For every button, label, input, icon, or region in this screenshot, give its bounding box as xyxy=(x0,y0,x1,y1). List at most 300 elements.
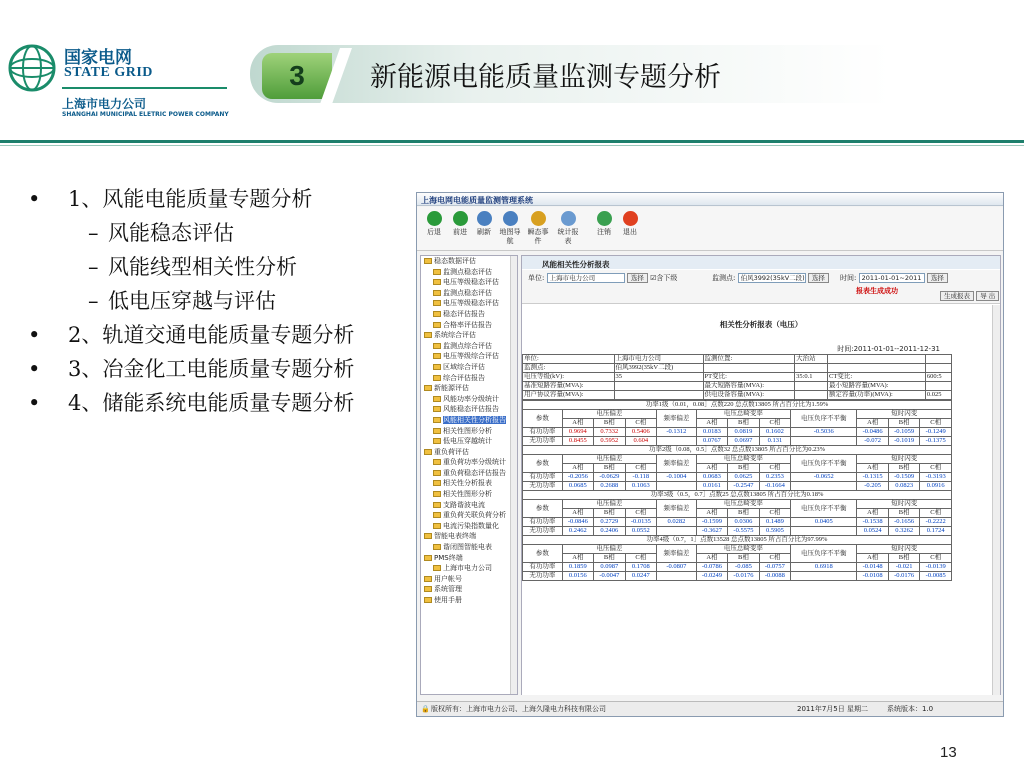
data-cell: -0.1509 xyxy=(888,473,919,482)
data-cell: 参数 xyxy=(523,410,563,428)
tree-item[interactable]: 电压等级稳态评估 xyxy=(421,277,517,288)
folder-icon xyxy=(433,565,441,571)
time-select-button[interactable]: 选择 xyxy=(927,273,948,283)
report-time: 时间:2011-01-01--2011-12-31 xyxy=(837,345,940,353)
point-select-button[interactable]: 选择 xyxy=(808,273,829,283)
include-sub-checkbox[interactable]: ☑ xyxy=(650,274,657,282)
data-cell: A相 xyxy=(857,509,888,518)
data-cell: -0.072 xyxy=(857,437,888,446)
data-cell: A相 xyxy=(562,554,593,563)
tree-item[interactable]: 相关性图形分析 xyxy=(421,489,517,500)
data-cell: -0.1249 xyxy=(920,428,952,437)
toolbar-label: 后退 xyxy=(427,228,441,236)
info-cell xyxy=(614,382,703,391)
data-cell: 功率3级（0.5，0.7］点数25 总点数13805 所占百分比为0.18% xyxy=(523,491,952,500)
toolbar-label: 统计报表 xyxy=(557,228,579,245)
tree-item[interactable]: 上海市电力公司 xyxy=(421,563,517,574)
data-cell: 0.0916 xyxy=(920,482,952,491)
report-info-table xyxy=(522,354,952,400)
data-cell: 电压负序不平衡 xyxy=(791,410,857,428)
data-cell: -0.205 xyxy=(857,482,888,491)
tree-item[interactable]: 使用手册 xyxy=(421,595,517,606)
tree-item[interactable]: 低电压穿越统计 xyxy=(421,436,517,447)
folder-icon xyxy=(424,449,432,455)
time-input[interactable]: 2011-01-01~2011 xyxy=(859,273,925,283)
data-cell: 0.0156 xyxy=(562,572,593,581)
data-cell: -0.0085 xyxy=(920,572,952,581)
data-cell: -0.0176 xyxy=(728,572,759,581)
info-row xyxy=(523,364,952,373)
data-cell: 有功功率 xyxy=(523,473,563,482)
data-cell: 0.5406 xyxy=(625,428,656,437)
folder-icon xyxy=(433,364,441,370)
table-row xyxy=(523,572,952,581)
toolbar-label: 刷新 xyxy=(477,228,491,236)
data-cell xyxy=(657,572,697,581)
info-cell: CT变比: xyxy=(828,373,926,382)
data-cell: C相 xyxy=(759,509,790,518)
data-cell: A相 xyxy=(696,554,727,563)
data-cell: B相 xyxy=(594,419,625,428)
info-cell: 供电设备容量(MVA): xyxy=(703,391,795,400)
data-cell: B相 xyxy=(888,464,919,473)
data-cell: 0.604 xyxy=(625,437,656,446)
state-grid-emblem-icon xyxy=(6,42,58,94)
data-cell: 电压偏差 xyxy=(562,545,656,554)
data-cell: B相 xyxy=(728,509,759,518)
app-window xyxy=(416,192,1004,717)
data-cell: -0.2547 xyxy=(728,482,759,491)
folder-icon xyxy=(433,311,441,317)
folder-icon xyxy=(424,597,432,603)
app-title: 上海电网电能质量监测管理系统 xyxy=(417,193,1003,206)
forward-icon xyxy=(453,211,468,226)
tree-item[interactable]: 重负荷稳态评估报告 xyxy=(421,468,517,479)
header-rule xyxy=(0,140,1024,143)
info-cell: 大治站 xyxy=(795,355,828,364)
report-panel xyxy=(521,255,1001,695)
data-cell: -0.5036 xyxy=(791,428,857,437)
data-cell: 无功功率 xyxy=(523,437,563,446)
tree-item[interactable]: 相关性图形分析 xyxy=(421,426,517,437)
status-date: 2011年7月5日 星期二 xyxy=(797,705,868,713)
tree-item[interactable]: 智能电表终端 xyxy=(421,531,517,542)
data-cell: -0.1375 xyxy=(920,437,952,446)
info-cell: 监测点: xyxy=(523,364,615,373)
folder-icon xyxy=(433,428,441,434)
data-cell: A相 xyxy=(857,464,888,473)
folder-icon xyxy=(433,512,441,518)
data-cell xyxy=(791,572,857,581)
data-cell: 频率偏差 xyxy=(657,545,697,563)
tree-item[interactable]: 谐闭图智能电表 xyxy=(421,542,517,553)
toolbar-button[interactable] xyxy=(471,211,497,237)
data-cell: C相 xyxy=(920,419,952,428)
time-label: 时间: xyxy=(840,274,857,282)
data-cell: -0.0135 xyxy=(625,518,656,527)
tree-item[interactable]: 合格率评估报告 xyxy=(421,320,517,331)
data-cell: 0.0819 xyxy=(728,428,759,437)
refresh-icon xyxy=(477,211,492,226)
status-bar xyxy=(417,701,1003,717)
data-cell: -0.2222 xyxy=(920,518,952,527)
folder-icon xyxy=(433,491,441,497)
tree-item[interactable]: 监测点综合评估 xyxy=(421,341,517,352)
info-cell: 最小短路容量(MVA): xyxy=(828,382,926,391)
data-cell: 电压负序不平衡 xyxy=(791,500,857,518)
header-row xyxy=(523,455,952,464)
tree-item[interactable]: 系统管理 xyxy=(421,584,517,595)
table-row xyxy=(523,518,952,527)
tree-item[interactable]: PMS终端 xyxy=(421,553,517,564)
toolbar-label: 前进 xyxy=(453,228,467,236)
bullet-item: – 低电压穿越与评估 xyxy=(28,284,388,318)
tree-item[interactable]: 监测点稳态评估 xyxy=(421,267,517,278)
tree-item[interactable]: 综合评估报告 xyxy=(421,373,517,384)
folder-icon xyxy=(433,417,441,423)
data-cell: -0.085 xyxy=(728,563,759,572)
data-cell: 0.7332 xyxy=(594,428,625,437)
logo-company-en: SHANGHAI MUNICIPAL ELETRIC POWER COMPANY xyxy=(62,111,229,118)
tree-item[interactable]: 监测点稳态评估 xyxy=(421,288,517,299)
data-cell: B相 xyxy=(728,419,759,428)
info-cell xyxy=(828,355,926,364)
data-cell: 0.5905 xyxy=(759,527,790,536)
toolbar-button[interactable] xyxy=(525,211,551,246)
tree-item[interactable]: 风能相关性分析报告 xyxy=(421,415,517,426)
phase-row xyxy=(523,464,952,473)
info-cell xyxy=(795,364,828,373)
data-cell: 0.2729 xyxy=(594,518,625,527)
info-cell xyxy=(828,364,926,373)
data-cell: B相 xyxy=(728,554,759,563)
data-cell: 0.1859 xyxy=(562,563,593,572)
tree-item[interactable]: 支路谐波电流 xyxy=(421,500,517,511)
data-cell: 短时闪变 xyxy=(857,545,952,554)
report-title: 相关性分析报表（电压） xyxy=(719,320,803,329)
bullet-item: – 风能稳态评估 xyxy=(28,216,388,250)
report-scrollbar[interactable] xyxy=(992,305,1000,695)
data-cell: -0.3627 xyxy=(696,527,727,536)
tree-item[interactable]: 重负荷功率分级统计 xyxy=(421,457,517,468)
folder-icon xyxy=(433,438,441,444)
folder-icon xyxy=(433,269,441,275)
map-nav-icon xyxy=(503,211,518,226)
data-cell: B相 xyxy=(888,419,919,428)
data-cell xyxy=(791,437,857,446)
header-rule-thin xyxy=(0,145,1024,146)
header-row xyxy=(523,500,952,509)
data-cell: 0.0685 xyxy=(562,482,593,491)
data-cell: A相 xyxy=(857,419,888,428)
table-row xyxy=(523,563,952,572)
data-cell: 0.2406 xyxy=(594,527,625,536)
tree-item[interactable]: 系统综合评估 xyxy=(421,330,517,341)
data-cell: 0.8455 xyxy=(562,437,593,446)
folder-icon xyxy=(433,396,441,402)
tree-item[interactable]: 电压等级综合评估 xyxy=(421,351,517,362)
folder-icon xyxy=(433,470,441,476)
info-cell: 单位: xyxy=(523,355,615,364)
data-cell: C相 xyxy=(920,554,952,563)
data-cell: 电压总畸变率 xyxy=(696,500,790,509)
data-cell: C相 xyxy=(759,419,790,428)
data-cell: 0.0552 xyxy=(625,527,656,536)
data-cell: 0.3262 xyxy=(888,527,919,536)
section-caption-row xyxy=(523,536,952,545)
folder-icon xyxy=(433,343,441,349)
logo-en: STATE GRID xyxy=(64,65,153,80)
toolbar-button[interactable] xyxy=(447,211,473,237)
folder-icon xyxy=(433,406,441,412)
data-cell xyxy=(791,482,857,491)
toolbar-button[interactable] xyxy=(617,211,643,237)
lock-icon: 🔒 xyxy=(421,705,430,713)
table-row xyxy=(523,482,952,491)
include-sub-label: 含下级 xyxy=(656,274,678,282)
tree-item[interactable]: 电流污染指数量化 xyxy=(421,521,517,532)
export-button[interactable]: 导 出 xyxy=(976,291,999,301)
data-cell: -0.0139 xyxy=(920,563,952,572)
data-cell: 0.1708 xyxy=(625,563,656,572)
data-cell: 无功功率 xyxy=(523,482,563,491)
unit-select-button[interactable]: 选择 xyxy=(627,273,648,283)
table-row xyxy=(523,473,952,482)
info-cell: 基准短路容量(MVA): xyxy=(523,382,615,391)
bullet-item: • 4、储能系统电能质量专题分析 xyxy=(28,386,388,420)
unit-input[interactable]: 上海市电力公司 xyxy=(547,273,625,283)
info-cell: 35:0.1 xyxy=(795,373,828,382)
phase-row xyxy=(523,509,952,518)
tree-item[interactable]: 稳态数据评估 xyxy=(421,256,517,267)
data-cell: 频率偏差 xyxy=(657,455,697,473)
data-cell: 0.6918 xyxy=(791,563,857,572)
data-cell: 0.0683 xyxy=(696,473,727,482)
logout-icon xyxy=(597,211,612,226)
tree-item[interactable]: 重负荷评估 xyxy=(421,447,517,458)
data-cell: B相 xyxy=(594,554,625,563)
tree-item[interactable]: 重负荷关联负荷分析 xyxy=(421,510,517,521)
point-input[interactable]: 伯风3992(35kV二段) xyxy=(738,273,806,283)
slide-title: 新能源电能质量监测专题分析 xyxy=(370,62,721,93)
exit-icon xyxy=(623,211,638,226)
data-cell: 有功功率 xyxy=(523,563,563,572)
folder-icon xyxy=(424,533,432,539)
folder-icon xyxy=(424,385,432,391)
section-caption-row xyxy=(523,491,952,500)
data-cell xyxy=(791,527,857,536)
info-cell xyxy=(925,382,951,391)
table-row xyxy=(523,527,952,536)
folder-icon xyxy=(433,322,441,328)
data-cell: -0.0652 xyxy=(791,473,857,482)
toolbar-button[interactable] xyxy=(591,211,617,237)
data-cell: -0.0108 xyxy=(857,572,888,581)
tree-item[interactable]: 风能稳态评估报告 xyxy=(421,404,517,415)
folder-icon xyxy=(433,523,441,529)
bullet-list xyxy=(28,182,388,420)
data-cell: -0.0757 xyxy=(759,563,790,572)
tree-item[interactable]: 区域综合评估 xyxy=(421,362,517,373)
data-cell: 0.0405 xyxy=(791,518,857,527)
data-cell: 有功功率 xyxy=(523,518,563,527)
tree-scrollbar[interactable] xyxy=(510,256,518,695)
toolbar-button[interactable] xyxy=(555,211,581,246)
data-cell: 0.0987 xyxy=(594,563,625,572)
data-cell: 功率4级（0.7，1］点数13528 总点数13805 所占百分比为97.99% xyxy=(523,536,952,545)
report-data-table xyxy=(522,400,952,581)
page-number: 13 xyxy=(940,744,957,761)
data-cell xyxy=(657,527,697,536)
report-tab[interactable]: 风能相关性分析报表 xyxy=(522,256,1000,269)
folder-icon xyxy=(424,576,432,582)
data-cell: -0.5575 xyxy=(728,527,759,536)
data-cell: A相 xyxy=(696,464,727,473)
toolbar xyxy=(417,207,1003,251)
data-cell: 0.0282 xyxy=(657,518,697,527)
state-grid-logo xyxy=(6,40,246,125)
data-cell: 0.0767 xyxy=(696,437,727,446)
tree-item[interactable]: 新能源评估 xyxy=(421,383,517,394)
data-cell: 0.2462 xyxy=(562,527,593,536)
data-cell: A相 xyxy=(696,509,727,518)
data-cell: 0.0524 xyxy=(857,527,888,536)
folder-icon xyxy=(433,544,441,550)
nav-tree xyxy=(420,255,518,695)
toolbar-button[interactable] xyxy=(497,211,523,246)
data-cell: C相 xyxy=(759,554,790,563)
data-cell: 0.0161 xyxy=(696,482,727,491)
data-cell: 0.9694 xyxy=(562,428,593,437)
data-cell: -0.0176 xyxy=(888,572,919,581)
logo-company: 上海市电力公司 xyxy=(62,97,147,111)
bullet-item: – 风能线型相关性分析 xyxy=(28,250,388,284)
tree-item[interactable]: 风能功率分级统计 xyxy=(421,394,517,405)
data-cell: A相 xyxy=(857,554,888,563)
table-row xyxy=(523,437,952,446)
info-cell: 600:5 xyxy=(925,373,951,382)
folder-icon xyxy=(433,459,441,465)
tree-item[interactable]: 用户帐号 xyxy=(421,574,517,585)
tree-item[interactable]: 稳态评估报告 xyxy=(421,309,517,320)
data-cell: A相 xyxy=(562,464,593,473)
data-cell: 短时闪变 xyxy=(857,500,952,509)
table-row xyxy=(523,428,952,437)
data-cell: 0.1602 xyxy=(759,428,790,437)
tree-item[interactable]: 电压等级稳态评估 xyxy=(421,298,517,309)
data-cell: 0.5952 xyxy=(594,437,625,446)
data-cell: 0.0247 xyxy=(625,572,656,581)
data-cell: 电压总畸变率 xyxy=(696,455,790,464)
back-icon xyxy=(427,211,442,226)
phase-row xyxy=(523,419,952,428)
copyright-text: 版权所有：上海市电力公司、上海久隆电力科技有限公司 xyxy=(431,705,606,713)
data-cell: -0.1004 xyxy=(657,473,697,482)
data-cell: -0.0846 xyxy=(562,518,593,527)
data-cell: 电压负序不平衡 xyxy=(791,455,857,473)
data-cell: B相 xyxy=(594,509,625,518)
data-cell: -0.2056 xyxy=(562,473,593,482)
data-cell: -0.1315 xyxy=(857,473,888,482)
info-cell: 额定容量(功率)(MVA): xyxy=(828,391,926,400)
toolbar-label: 退出 xyxy=(623,228,637,236)
bullet-item: • 2、轨道交通电能质量专题分析 xyxy=(28,318,388,352)
section-number: 3 xyxy=(262,53,332,99)
data-cell: -0.3193 xyxy=(920,473,952,482)
toolbar-button[interactable] xyxy=(421,211,447,237)
bullet-item: • 1、风能电能质量专题分析 xyxy=(28,182,388,216)
folder-icon xyxy=(424,586,432,592)
data-cell: 0.0823 xyxy=(888,482,919,491)
folder-icon xyxy=(433,375,441,381)
folder-icon xyxy=(433,290,441,296)
data-cell: B相 xyxy=(888,554,919,563)
data-cell: 电压总畸变率 xyxy=(696,410,790,419)
section-caption-row xyxy=(523,401,952,410)
folder-icon xyxy=(433,502,441,508)
generate-report-button[interactable]: 生成报表 xyxy=(940,291,974,301)
info-row xyxy=(523,391,952,400)
data-cell: 电压偏差 xyxy=(562,455,656,464)
info-cell xyxy=(703,364,795,373)
data-cell: 电压偏差 xyxy=(562,500,656,509)
folder-icon xyxy=(433,480,441,486)
data-cell: 0.1724 xyxy=(920,527,952,536)
data-cell: 参数 xyxy=(523,500,563,518)
data-cell: 参数 xyxy=(523,455,563,473)
data-cell: -0.1664 xyxy=(759,482,790,491)
info-cell: 上海市电力公司 xyxy=(614,355,703,364)
info-cell: 35 xyxy=(614,373,703,382)
info-cell: 伯风3992(35kV二段) xyxy=(614,364,703,373)
folder-icon xyxy=(424,555,432,561)
folder-icon xyxy=(433,353,441,359)
info-row xyxy=(523,373,952,382)
data-cell: 电压负序不平衡 xyxy=(791,545,857,563)
data-cell: C相 xyxy=(625,464,656,473)
info-cell xyxy=(925,364,951,373)
data-cell: 功率1级（0.01，0.08］点数220 总点数13805 所占百分比为1.59% xyxy=(523,401,952,410)
info-cell: 电压等级(kV): xyxy=(523,373,615,382)
data-cell: 0.1063 xyxy=(625,482,656,491)
data-cell: -0.1656 xyxy=(888,518,919,527)
data-cell: -0.0249 xyxy=(696,572,727,581)
report-icon xyxy=(561,211,576,226)
data-cell: 无功功率 xyxy=(523,527,563,536)
tree-item[interactable]: 相关性分析报表 xyxy=(421,478,517,489)
data-cell: 0.1489 xyxy=(759,518,790,527)
data-cell: 0.131 xyxy=(759,437,790,446)
data-cell: -0.021 xyxy=(888,563,919,572)
data-cell: 频率偏差 xyxy=(657,500,697,518)
bullet-item: • 3、冶金化工电能质量专题分析 xyxy=(28,352,388,386)
info-cell: PT变比: xyxy=(703,373,795,382)
data-cell: -0.0786 xyxy=(696,563,727,572)
data-cell: -0.0047 xyxy=(594,572,625,581)
data-cell: -0.1312 xyxy=(657,428,697,437)
folder-icon xyxy=(433,279,441,285)
data-cell: -0.0486 xyxy=(857,428,888,437)
generate-status: 报表生成成功 xyxy=(856,287,898,295)
data-cell: -0.1019 xyxy=(888,437,919,446)
data-cell: C相 xyxy=(920,509,952,518)
data-cell xyxy=(657,437,697,446)
toolbar-label: 地图导航 xyxy=(499,228,521,245)
title-divider-slash xyxy=(318,48,358,104)
info-cell xyxy=(925,355,951,364)
data-cell: -0.0088 xyxy=(759,572,790,581)
data-cell: 参数 xyxy=(523,545,563,563)
